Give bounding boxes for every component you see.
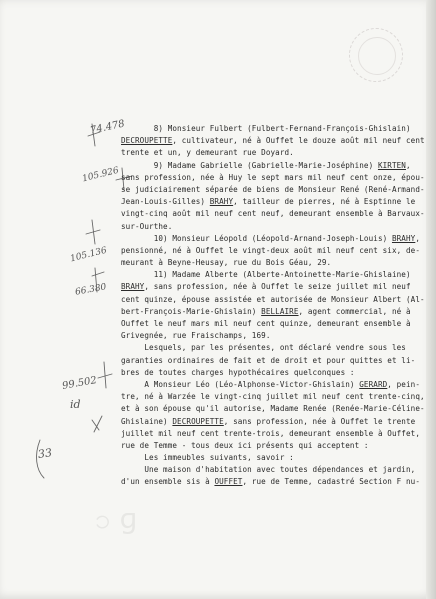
check-mark-6 — [92, 416, 102, 432]
text-segment: 9) Madame Gabrielle (Gabrielle-Marie-Joséphine) — [121, 160, 378, 170]
margin-note-3: 105.136 — [69, 245, 108, 265]
text-segment: tre, né à Warzée le vingt-cinq juillet mil neuf cent trente-cinq, — [121, 392, 425, 402]
text-line — [121, 379, 421, 391]
text-segment: trente et un, y demeurant rue Doyard. — [121, 148, 294, 158]
text-line — [121, 172, 425, 184]
text-segment: , — [405, 160, 411, 170]
text-line — [121, 160, 421, 172]
text-line — [121, 416, 421, 428]
text-segment: se judiciairement séparée de biens de Monsieur René (René-Armand- — [121, 184, 425, 194]
check-mark-5 — [98, 362, 112, 388]
margin-note-6: id — [70, 398, 81, 411]
text-segment: pensionné, né à Ouffet le vingt-deux août mil neuf cent six, de- — [121, 245, 420, 255]
text-line — [121, 135, 425, 147]
text-line — [121, 330, 421, 342]
text-segment: meurant à Beyne-Heusay, rue du Bois Géau, 29. — [121, 258, 332, 268]
text-line — [121, 196, 421, 208]
margin-note-1: 74.478 — [89, 118, 126, 137]
text-segment: bres de toutes charges hypothécaires quelconques : — [121, 367, 355, 377]
text-segment: , sans profession, née à Ouffet le seize juillet mil neuf — [144, 282, 411, 292]
text-segment: , — [415, 233, 420, 243]
stamp-seal-inner — [358, 37, 396, 75]
text-segment: bert-François-Marie-Ghislain) — [121, 306, 262, 316]
text-line — [121, 476, 421, 488]
text-line — [121, 123, 421, 135]
text-line — [121, 391, 425, 403]
text-segment: , cultivateur, né à Ouffet le douze août mil neuf cent — [172, 136, 425, 146]
underlined-name: OUFFET — [214, 477, 243, 487]
text-line — [121, 452, 421, 464]
underlined-name: BELLAIRE — [261, 306, 299, 316]
stamp-seal — [349, 28, 403, 82]
bleed-through-mark: ၁ ɡ — [95, 502, 138, 535]
check-mark-3 — [86, 220, 100, 244]
text-segment: rue de Temme - tous deux ici présents qui acceptent : — [121, 440, 369, 450]
text-segment: et à son épouse qu'il autorise, Madame Renée (Renée-Marie-Céline- — [121, 404, 425, 414]
underlined-name: BRAHY — [209, 197, 234, 207]
text-segment: sur-Ourthe. — [121, 221, 173, 231]
text-segment: Ouffet le neuf mars mil neuf cent quinze, demeurant ensemble à — [121, 319, 411, 328]
text-line — [121, 428, 421, 440]
margin-note-2: 105.926 — [81, 165, 120, 185]
text-line — [121, 184, 425, 196]
text-segment: , tailleur de pierres, né à Esptinne le — [233, 197, 416, 207]
underlined-name: BRAHY — [121, 282, 145, 292]
text-segment: 11) Madame Alberte (Alberte-Antoinette-Marie-Ghislaine) — [121, 270, 411, 280]
underlined-name: DECROUPETTE — [172, 416, 224, 426]
text-line — [121, 403, 425, 415]
margin-note-4: 66.380 — [74, 282, 108, 298]
text-line — [121, 306, 421, 318]
text-segment: Une maison d'habitation avec toutes dépendances et jardin, — [121, 465, 416, 475]
text-line — [121, 147, 421, 159]
text-line — [121, 269, 421, 281]
text-segment: , sans profession, née à Ouffet le trente — [223, 416, 416, 426]
text-segment: d'un ensemble sis à — [121, 477, 215, 487]
text-line — [121, 233, 421, 245]
text-line — [121, 318, 421, 330]
text-line — [121, 367, 421, 379]
text-line — [121, 281, 421, 293]
text-line — [121, 355, 421, 367]
text-line — [121, 245, 421, 257]
text-segment: 10) Monsieur Léopold (Léopold-Arnand-Joseph-Louis) — [121, 233, 392, 243]
text-line — [121, 464, 421, 476]
text-line — [121, 221, 421, 233]
text-segment: A Monsieur Léo (Léo-Alphonse-Victor-Ghislain) — [121, 379, 360, 389]
text-line — [121, 208, 425, 220]
text-line — [121, 257, 421, 269]
text-line — [121, 342, 421, 354]
text-segment: , pein- — [387, 379, 420, 389]
text-segment: sans profession, née à Huy le sept mars mil neuf cent onze, épou- — [121, 172, 425, 182]
text-segment: Les immeubles suivants, savoir : — [121, 453, 294, 463]
underlined-name: BRAHY — [391, 233, 416, 243]
text-segment: 8) Monsieur Fulbert (Fulbert-Fernand-François-Ghislain) — [121, 124, 411, 133]
text-segment: juillet mil neuf cent trente-trois, demeurant ensemble à Ouffet, — [121, 428, 420, 438]
underlined-name: DECROUPETTE — [121, 136, 173, 146]
text-line — [121, 294, 425, 306]
text-segment: Lesquels, par les présentes, ont déclaré vendre sous les — [121, 343, 406, 353]
underlined-name: GERARD — [359, 379, 388, 389]
text-segment: garanties ordinaires de fait et de droit et pour quittes et li- — [121, 355, 416, 365]
text-segment: Jean-Louis-Gilles) — [121, 197, 210, 207]
body-text — [121, 123, 425, 489]
margin-note-7: 33 — [37, 446, 53, 461]
text-segment: vingt-cinq août mil neuf cent neuf, demeurant ensemble à Barvaux- — [121, 209, 425, 219]
text-line — [121, 440, 421, 452]
text-segment: Grivegnée, rue Fraischamps, 169. — [121, 331, 271, 341]
margin-note-5: 99.502 — [61, 375, 98, 392]
underlined-name: KIRTEN — [377, 160, 406, 170]
text-segment: , rue de Temme, cadastré Section F nu- — [242, 477, 420, 487]
text-segment: Ghislaine) — [121, 416, 173, 426]
page-edge-shadow — [426, 0, 436, 599]
text-segment: , agent commercial, né à — [298, 306, 411, 316]
text-segment: cent quinze, épouse assistée et autorisée de Monsieur Albert (Al- — [121, 294, 425, 304]
